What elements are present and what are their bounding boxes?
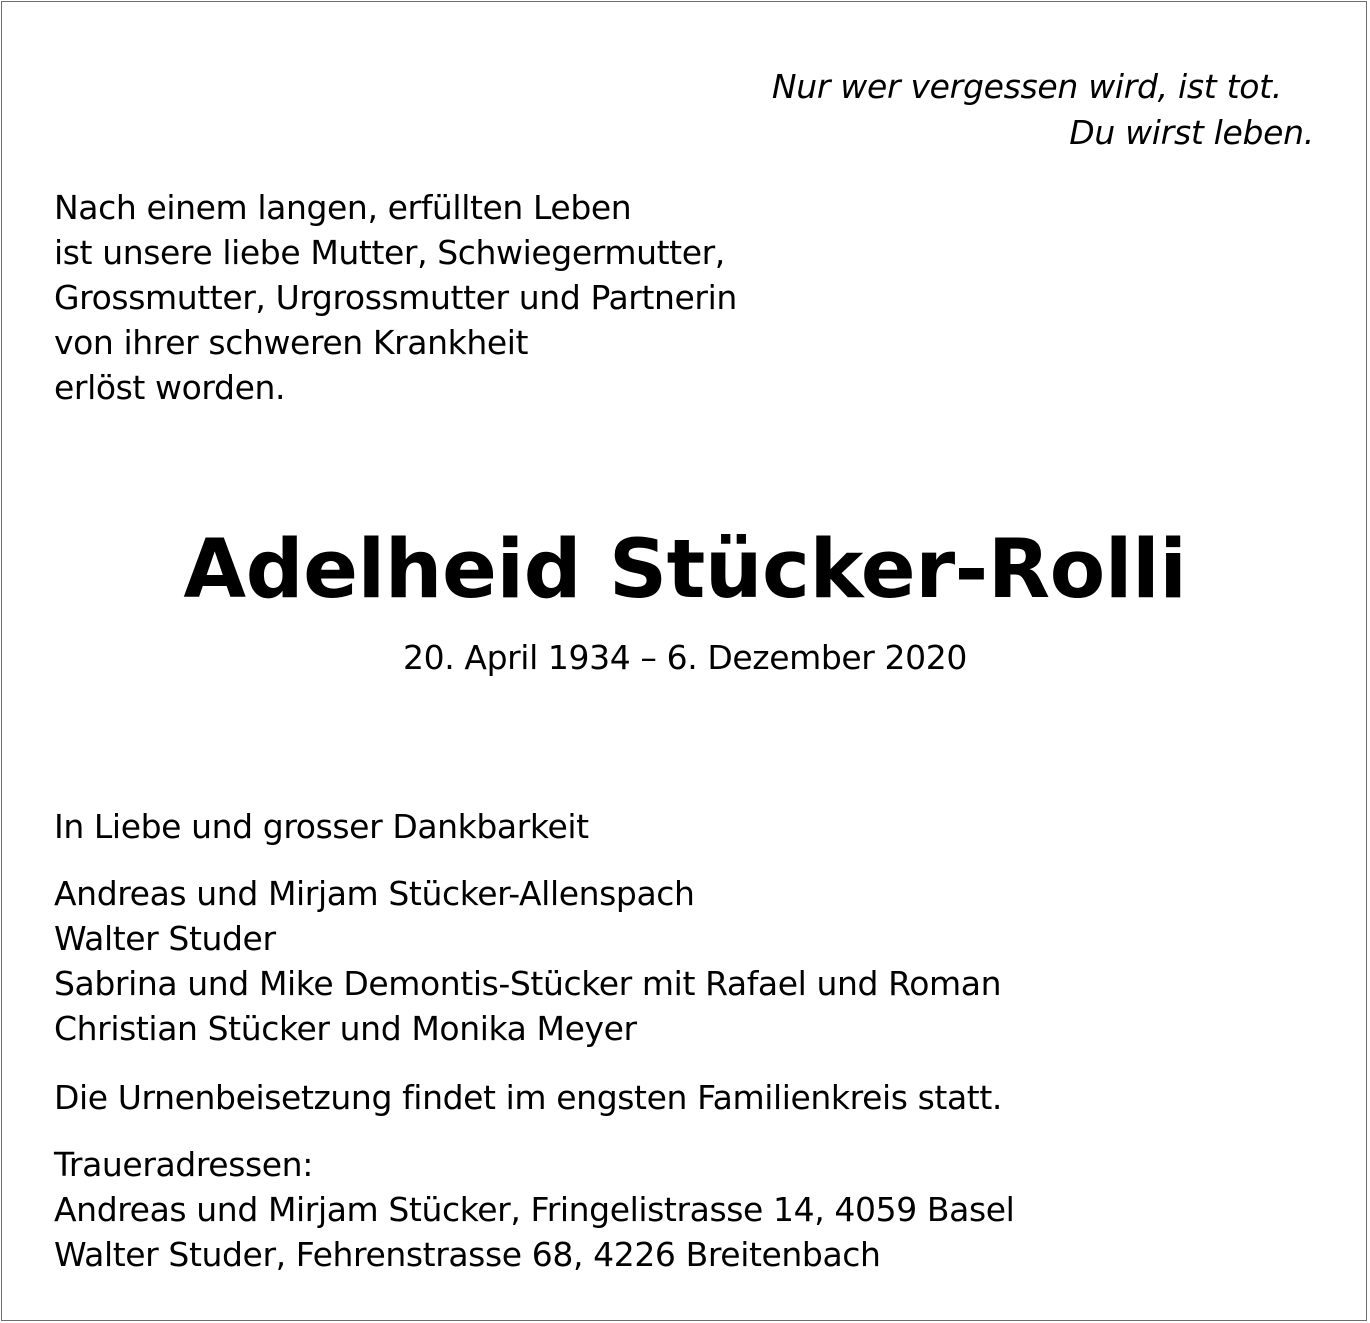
intro-line-1: Nach einem langen, erfüllten Leben	[54, 188, 632, 227]
address-2: Walter Studer, Fehrenstrasse 68, 4226 Breitenbach	[54, 1235, 881, 1274]
closing-line: In Liebe und grosser Dankbarkeit	[54, 807, 589, 846]
intro-line-2: ist unsere liebe Mutter, Schwiegermutter,	[54, 233, 725, 272]
mourner-1: Andreas und Mirjam Stücker-Allenspach	[54, 874, 695, 913]
mourner-4: Christian Stücker und Monika Meyer	[54, 1009, 637, 1048]
deceased-name: Adelheid Stücker-Rolli	[183, 523, 1187, 617]
intro-line-4: von ihrer schweren Krankheit	[54, 323, 529, 362]
addresses-heading: Traueradressen:	[54, 1145, 313, 1184]
life-dates: 20. April 1934 – 6. Dezember 2020	[403, 638, 967, 677]
intro-line-3: Grossmutter, Urgrossmutter und Partnerin	[54, 278, 737, 317]
funeral-note: Die Urnenbeisetzung findet im engsten Familienkreis statt.	[54, 1078, 1002, 1117]
mourner-3: Sabrina und Mike Demontis-Stücker mit Rafael und Roman	[54, 964, 1002, 1003]
mourner-2: Walter Studer	[54, 919, 276, 958]
address-1: Andreas und Mirjam Stücker, Fringelistrasse 14, 4059 Basel	[54, 1190, 1015, 1229]
motto-line-1: Nur wer vergessen wird, ist tot.	[771, 67, 1282, 106]
motto-line-2: Du wirst leben.	[1069, 113, 1314, 152]
intro-line-5: erlöst worden.	[54, 368, 286, 407]
